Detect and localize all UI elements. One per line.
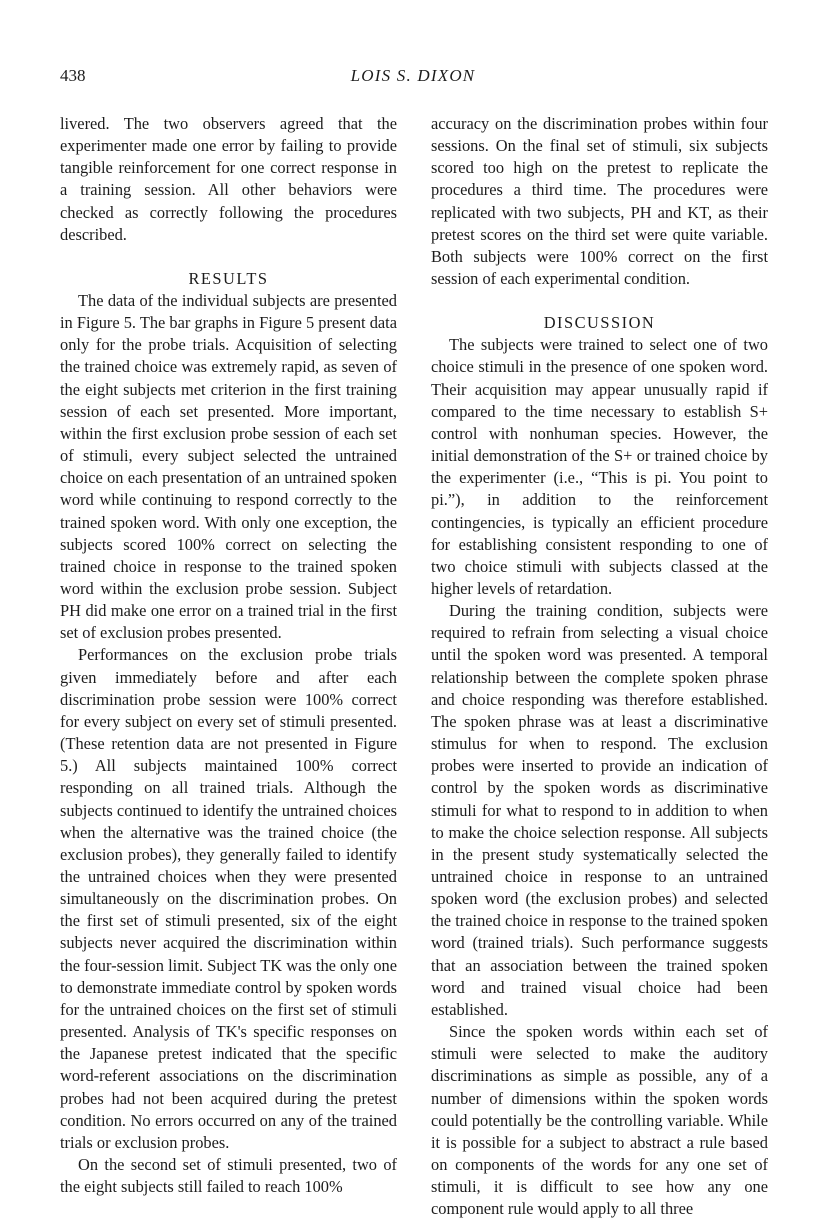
- running-header: [60, 66, 766, 92]
- page-number: 438: [60, 66, 86, 85]
- discussion-heading: DISCUSSION: [543, 313, 656, 333]
- results-heading: RESULTS: [188, 268, 269, 288]
- discussion-paragraph: During the training condition, subjects were required to refrain from selecting a visual choice until the spoken word was presented. A temporal relationship between the complete spoken phrase and choice responding was therefore established. The spoken phrase was at least a discriminative stimulus for when to respond. The exclusion probes were inserted to provide an indication of control by the spoken words as discriminative stimuli for what to respond to in addition to when to make the choice selection response. All subjects in the present study systematically selected the untrained choice in response to an untrained spoken word (the exclusion probes) and selected the trained choice in response to the trained spoken word (trained trials). Such performance suggests that an association between the trained spoken word and trained visual choice had been established.: [431, 601, 768, 1019]
- running-head-author: LOIS S. DIXON: [350, 66, 476, 85]
- intro-paragraph: livered. The two observers agreed that the experimenter made one error by failing to provide tangible reinforcement for one correct response in a training session. All other behaviors were checked as correctly following the procedures described.: [60, 114, 397, 244]
- results-paragraph: On the second set of stimuli presented, two of the eight subjects still failed to reach 100%: [60, 1155, 397, 1197]
- left-column: [60, 113, 397, 1198]
- discussion-paragraph: The subjects were trained to select one of two choice stimuli in the presence of one spoken word. Their acquisition may appear unusually rapid if compared to the time necessary to establish S+ control with nonhuman species. However, the initial demonstration of the S+ or trained choice by the experimenter (i.e., “This is pi. You point to pi.”), in addition to the reinforcement contingencies, is typically an efficient procedure for establishing consistent responding to one of two choice stimuli with subjects classed at the higher levels of retardation.: [431, 335, 768, 598]
- continuation-paragraph: accuracy on the discrimination probes within four sessions. On the final set of stimuli, six subjects scored too high on the pretest to replicate the procedures a third time. The procedures were replicated with two subjects, PH and KT, as their pretest scores on the third set were quite variable. Both subjects were 100% correct on the first session of each experimental condition.: [431, 114, 768, 289]
- right-column: [431, 113, 768, 1221]
- results-paragraph: Performances on the exclusion probe trials given immediately before and after each discrimination probe session were 100% correct for every subject on every set of stimuli presented. (These retention data are not presented in Figure 5.) All subjects maintained 100% correct responding on all trained trials. Although the subjects continued to identify the untrained choices when the alternative was the trained choice (the exclusion probes), they generally failed to identify the untrained choices when they were presented simultaneously on the discrimination probes. On the first set of stimuli presented, six of the eight subjects never acquired the discrimination within the four-session limit. Subject TK was the only one to demonstrate immediate control by spoken words for the untrained choices on the first set of stimuli presented. Analysis of TK's specific responses on the Japanese pretest indicated that the specific word-referent associations on the discrimination probes had not been acquired during the pretest condition. No errors occurred on any of the trained trials or exclusion probes.: [60, 645, 397, 1152]
- results-paragraph: The data of the individual subjects are presented in Figure 5. The bar graphs in Figure 5 present data only for the probe trials. Acquisition of selecting the trained choice was extremely rapid, as seven of the eight subjects met criterion in the first training session of each set presented. More important, within the first exclusion probe session of each set of stimuli, every subject selected the untrained choice on each presentation of an untrained spoken word while continuing to respond correctly to the trained spoken word. With only one exception, the subjects scored 100% correct on selecting the trained choice in response to the trained spoken word within the exclusion probe session. Subject PH did make one error on a trained trial in the first set of exclusion probes presented.: [60, 290, 397, 643]
- discussion-paragraph: Since the spoken words within each set of stimuli were selected to make the auditory discriminations as simple as possible, any of a number of dimensions within the spoken words could potentially be the controlling variable. While it is possible for a subject to abstract a rule based on components of the words for any one set of stimuli, it is difficult to see how any one component rule would apply to all three: [431, 1022, 768, 1219]
